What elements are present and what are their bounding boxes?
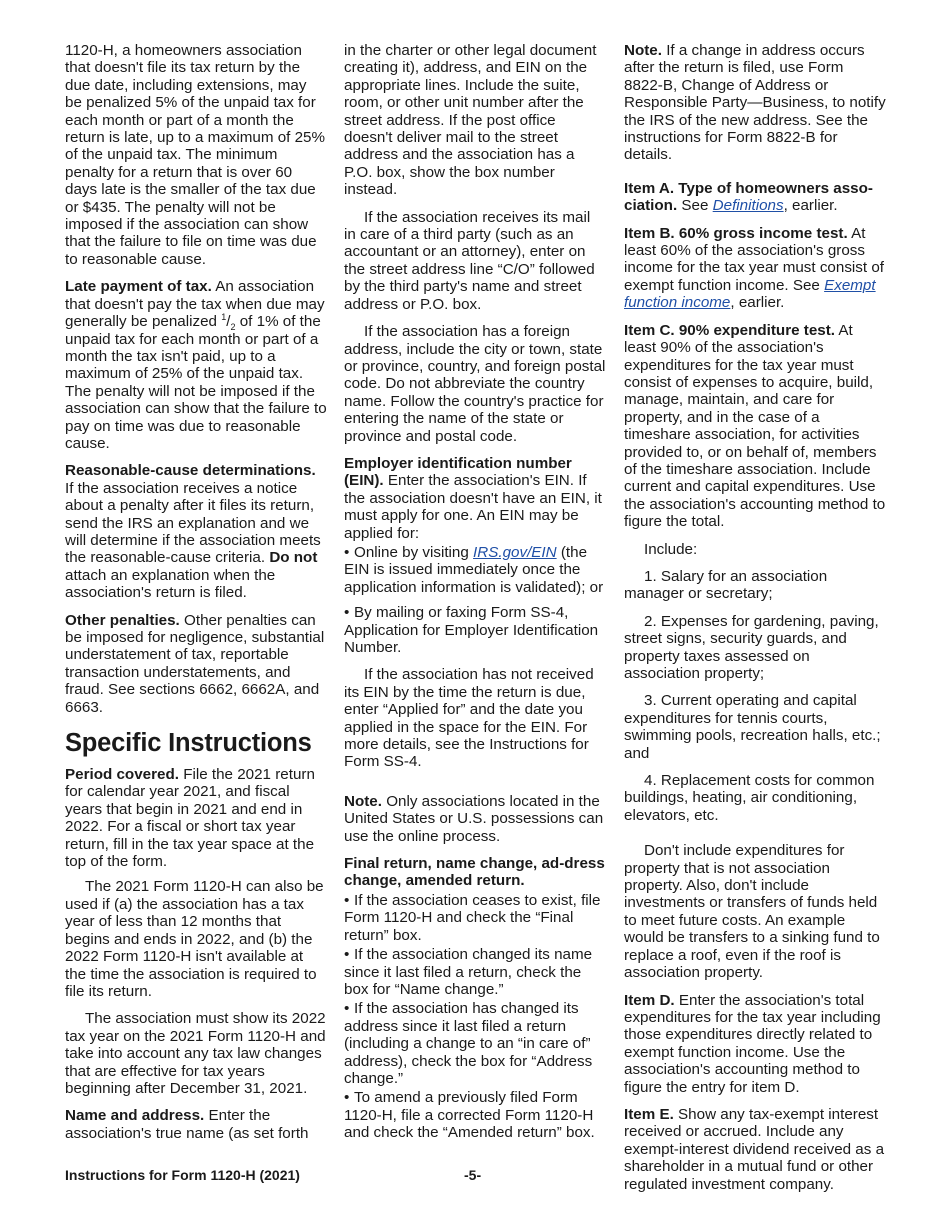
bullet-final-return bbox=[344, 892, 606, 944]
paragraph-item-c bbox=[624, 322, 886, 531]
footer-form-title: Instructions for Form 1120-H (2021) bbox=[65, 1167, 300, 1183]
fraction-denominator: 2 bbox=[230, 322, 236, 333]
other-penalties-text: Other penalties can be imposed for negligence, substantial understatement of tax, reportable transaction understatements, and fraud. See sections 6662, 6662A, and 6663. bbox=[65, 611, 325, 716]
paragraph-note-address bbox=[624, 42, 886, 164]
note-address-text: If a change in address occurs after the return is filed, use Form 8822-B, Change of Address or Responsible Party—Business, to notify the IRS of the new address. See the instructions for Form 8822-B for details. bbox=[624, 42, 886, 164]
paragraph-item-a bbox=[624, 180, 886, 215]
paragraph-item-b bbox=[624, 225, 886, 312]
reasonable-cause-text-a: If the association receives a notice about a penalty after it files its return, send the IRS an explanation and we will determine if the association meets the reasonable-cause criteria. bbox=[65, 479, 321, 567]
do-not-emphasis: Do not bbox=[269, 549, 318, 567]
item-e-text: Show any tax-exempt interest received or accrued. Include any exempt-interest dividend received as a shareholder in a mutual fund or other regulated investment company. bbox=[624, 1105, 885, 1193]
paragraph-dont-include: Don't include expenditures for property that is not association property. Also, don't include investments or transfers of funds held to meet future costs. An example would be transfers to a sinking fund to replace a roof, even if the roof is association property. bbox=[624, 842, 880, 982]
paragraph-name-address-cont: in the charter or other legal document creating it), address, and EIN on the appropriate lines. Include the suite, room, or other unit number after the street address. If the post office doesn't deliver mail to the street address and the association has a P.O. box, show the box number instead. bbox=[344, 42, 597, 199]
bullet-name-change-text: If the association changed its name since it last filed a return, check the box for “Name change.” bbox=[344, 946, 593, 998]
include-item-2: 2. Expenses for gardening, paving, street signs, security guards, and property taxes assessed on association property; bbox=[624, 612, 879, 682]
period-covered-heading: Period covered. bbox=[65, 766, 179, 784]
paragraph-period-covered bbox=[65, 766, 327, 870]
ein-heading: Employer identification number (EIN). bbox=[344, 454, 572, 490]
name-address-heading: Name and address. bbox=[65, 1107, 205, 1125]
include-item-1: 1. Salary for an association manager or secretary; bbox=[624, 567, 828, 603]
paragraph-item-d bbox=[624, 992, 886, 1096]
late-payment-text-b: of 1% of the unpaid tax for each month or part of a month the tax isn't paid, up to a maximum of 25% of the unpaid tax. The penalty will not be imposed if the association can show that the failure to pay on time was due to reasonable cause. bbox=[65, 313, 327, 452]
late-payment-heading: Late payment of tax. bbox=[65, 278, 212, 296]
paragraph-must-show: The association must show its 2022 tax year on the 2021 Form 1120-H and take into account any tax law changes that are effective for tax years beginning after December 31, 2021. bbox=[65, 1010, 326, 1097]
note-heading: Note. bbox=[344, 792, 382, 810]
bullet-icon: • bbox=[344, 1089, 350, 1107]
include-label: Include: bbox=[644, 540, 698, 558]
bullet-icon: • bbox=[344, 604, 350, 622]
item-c-heading: Item C. 90% expenditure test. bbox=[624, 321, 836, 339]
reasonable-cause-heading: Reasonable-cause determinations. bbox=[65, 462, 316, 480]
item-a-text-a: See bbox=[681, 197, 709, 215]
note-online-text: Only associations located in the United States or U.S. possessions can use the online process. bbox=[344, 792, 604, 845]
paragraph-ein bbox=[344, 455, 606, 542]
bullet-icon: • bbox=[344, 543, 350, 561]
paragraph-late-payment: Late payment of tax. An association that doesn't pay the tax when due may generally be penalized $^1/_2$ of 1% of the unpaid tax for each month or part of a month the tax isn't paid, up to a maximum of 25% of the unpaid tax. The penalty will not be imposed if the association can show that the failure to pay on time was due to reasonable cause. bbox=[65, 278, 327, 452]
bullet-amended-return bbox=[344, 1089, 606, 1141]
bullet-amended-return-text: To amend a previously filed Form 1120-H, file a corrected Form 1120-H and check the “Amended return” box. bbox=[344, 1089, 595, 1142]
column-3 bbox=[624, 42, 886, 1203]
include-item-4: 4. Replacement costs for common buildings, heating, air conditioning, elevators, etc. bbox=[624, 772, 875, 824]
item-b-text-b: , earlier. bbox=[730, 294, 785, 312]
note-heading: Note. bbox=[624, 42, 662, 59]
item-a-heading: Item A. Type of homeowners asso-ciation. bbox=[624, 179, 873, 215]
paragraph-note-online bbox=[344, 793, 606, 845]
footer-page-number: -5- bbox=[464, 1167, 482, 1183]
item-e-heading: Item E. bbox=[624, 1105, 674, 1123]
bullet-icon: • bbox=[344, 891, 350, 909]
late-payment-text-a: An association that doesn't pay the tax when due may generally be penalized bbox=[65, 278, 325, 331]
paragraph-care-of: If the association receives its mail in care of a third party (such as an accountant or an attorney), enter on the street address line “C/O” followed by the third party's name and street address or P.O. box. bbox=[344, 208, 595, 313]
name-address-text: Enter the association's true name (as set forth bbox=[65, 1107, 309, 1142]
item-b-text-a: At least 60% of the association's gross income for the tax year must consist of exempt function income. See bbox=[624, 224, 884, 294]
period-covered-text: File the 2021 return for calendar year 2021, and fiscal years that begin in 2021 and end in 2022. For a fiscal or short tax year return, fill in the tax year space at the top of the form. bbox=[65, 766, 315, 871]
item-c-text: At least 90% of the association's expenditures for the tax year must consist of expenses to acquire, build, manage, maintain, and care for property, and in the case of a timeshare association, for activities provided to, or on behalf of, members of the timeshare association. Include current and capital expenditures. Use the association's accounting method to figure the total. bbox=[624, 321, 886, 531]
bullet-icon: • bbox=[344, 1000, 350, 1018]
item-d-heading: Item D. bbox=[624, 991, 675, 1009]
bullet-name-change bbox=[344, 946, 606, 998]
item-a-text-b: , earlier. bbox=[783, 197, 838, 215]
bullet-online-text-b: (the EIN is issued immediately once the application information is validated); or bbox=[344, 543, 604, 596]
paragraph-name-address bbox=[65, 1107, 327, 1142]
bullet-mail-fax-text: By mailing or faxing Form SS-4, Application for Employer Identification Number. bbox=[344, 604, 599, 656]
bullet-icon: • bbox=[344, 946, 350, 964]
paragraph-late-filing: 1120-H, a homeowners association that doesn't file its tax return by the due date, including extensions, may be penalized 5% of the unpaid tax for each month or part of a month the return is late, up to a maximum of 25% of the unpaid tax. The minimum penalty for a return that is over 60 days late is the smaller of the tax due or $435. The penalty will not be imposed if the association can show that the failure to file on time was due to reasonable cause. bbox=[65, 42, 325, 268]
bullet-mail-fax bbox=[344, 604, 606, 656]
bullet-address-change-text: If the association has changed its address since it last filed a return (including a change to an “in care of” address), check the box for “Address change.” bbox=[344, 1000, 593, 1087]
include-item-3: 3. Current operating and capital expenditures for tennis courts, swimming pools, recreation halls, etc.; and bbox=[624, 692, 881, 762]
exempt-function-income-link[interactable]: Exempt function income bbox=[624, 276, 876, 312]
bullet-online bbox=[344, 544, 606, 596]
bullet-final-return-text: If the association ceases to exist, file Form 1120-H and check the “Final return” box. bbox=[344, 891, 601, 944]
paragraph-item-e bbox=[624, 1106, 886, 1193]
irs-ein-link[interactable]: IRS.gov/EIN bbox=[473, 543, 557, 561]
paragraph-foreign-address: If the association has a foreign address, include the city or town, state or province, country, and foreign postal code. Do not abbreviate the country name. Follow the country's practice for entering the name of the state or province and postal code. bbox=[344, 323, 606, 445]
section-title: Specific Instructions bbox=[65, 729, 312, 758]
final-return-heading: Final return, name change, ad-dress change, amended return. bbox=[344, 855, 605, 890]
item-d-text: Enter the association's total expenditures for the tax year including those expenditures directly related to exempt function income. Use the association's accounting method to figure the entry for item D. bbox=[624, 991, 881, 1096]
definitions-link[interactable]: Definitions bbox=[712, 197, 784, 215]
bullet-online-text-a: Online by visiting bbox=[354, 543, 469, 561]
ein-text: Enter the association's EIN. If the association doesn't have an EIN, it must apply for one. An EIN may be applied for: bbox=[344, 472, 602, 542]
paragraph-other-penalties bbox=[65, 612, 327, 716]
column-1 bbox=[65, 42, 327, 1152]
other-penalties-heading: Other penalties. bbox=[65, 611, 180, 629]
reasonable-cause-text-b: attach an explanation when the association's return is filed. bbox=[65, 566, 276, 602]
item-b-heading: Item B. 60% gross income test. bbox=[624, 224, 848, 242]
bullet-address-change bbox=[344, 1000, 606, 1087]
column-2 bbox=[344, 42, 606, 1144]
paragraph-not-received: If the association has not received its EIN by the time the return is due, enter “Applied for” and the date you applied in the space for the EIN. For more details, see the Instructions for Form SS-4. bbox=[344, 666, 594, 771]
paragraph-reasonable-cause bbox=[65, 462, 327, 601]
fraction-numerator: 1 bbox=[221, 312, 227, 323]
paragraph-2021-form: The 2021 Form 1120-H can also be used if (a) the association has a tax year of less than 12 months that begins and ends in 2022, and (b) the 2022 Form 1120-H isn't available at the time the association is required to file its return. bbox=[65, 878, 324, 1000]
